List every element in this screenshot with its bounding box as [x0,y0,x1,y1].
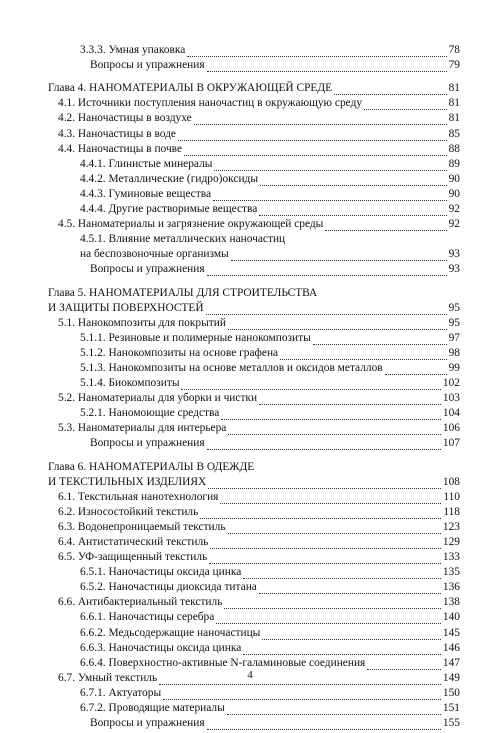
dot-leader [210,548,441,549]
toc-entry-title: Вопросы и упражнения [90,437,205,450]
toc-entry-title: 4.5.1. Влияние металлических наночастиц [80,233,286,246]
toc-entry-title: 6.3. Водонепроницаемый текстиль [58,520,226,533]
toc-entry-row[interactable] [48,264,460,279]
toc-page-number: 90 [448,172,460,185]
toc-entry-title: 4.5. Наноматериалы и загрязнение окружающей среды [58,218,324,231]
dot-leader [206,314,447,315]
dot-leader [207,275,447,276]
toc-entry-title: 4.4.2. Металлические (гидро)оксиды [80,172,258,185]
dot-leader [259,593,441,594]
toc-entry-title: Вопросы и упражнения [90,717,205,730]
dot-leader [243,578,441,579]
dot-leader [224,608,441,609]
toc-entry-title: 5.1.3. Нанокомпозиты на основе металлов и оксидов металлов [80,361,383,374]
toc-entry-title: Глава 6. НАНОМАТЕРИАЛЫ В ОДЕЖДЕ [48,460,255,473]
dot-leader [385,374,447,375]
toc-page-number: 89 [448,157,460,170]
toc-page-number: 78 [448,44,460,57]
toc-entry-title: 6.5.1. Наночастицы оксида цинка [80,566,242,579]
toc-entry-row[interactable] [48,718,460,733]
toc-entry-title: 6.7.1. Актуаторы [80,686,162,699]
toc-entry-title: 4.4.4. Другие растворимые вещества [80,203,258,216]
toc-page-number: 155 [442,717,460,730]
toc-page-number: 92 [448,218,460,231]
dot-leader [200,518,441,519]
toc-page-number: 98 [448,346,460,359]
dot-leader [364,109,447,110]
toc-entry-title: 6.2. Износостойкий текстиль [58,505,199,518]
toc-entry-title: 4.4. Наночастицы в почве [58,142,183,155]
toc-page-number: 147 [442,656,460,669]
toc-page-number: 129 [442,536,460,548]
toc-page-number: 107 [442,437,460,450]
toc-entry-title: 6.6.3. Наночастицы оксида цинка [80,641,242,654]
toc-page-number: 136 [442,581,460,594]
toc-entry-title: И ТЕКСТИЛЬНЫХ ИЗДЕЛИЯХ [48,475,207,488]
toc-entry-title: 4.1. Источники поступления наночастиц в окружающую среду [58,97,363,110]
dot-leader [184,155,447,156]
dot-leader [334,94,447,95]
toc-page-number: 90 [448,187,460,200]
toc-entry-title: 4.3. Наночастицы в воде [58,127,176,140]
dot-leader [221,419,441,420]
toc-entry-title: 4.4.3. Гуминовые вещества [80,187,211,200]
dot-leader [228,533,441,534]
dot-leader [220,503,441,504]
toc-entry-title: Глава 4. НАНОМАТЕРИАЛЫ В ОКРУЖАЮЩЕЙ СРЕДЕ [48,82,333,95]
toc-page-number: 110 [443,490,460,503]
toc-page-number: 106 [442,422,460,435]
toc-entry-title: И ЗАЩИТЫ ПОВЕРХНОСТЕЙ [48,301,204,314]
toc-page-number: 92 [448,203,460,216]
toc-entry-title: 5.1.4. Биокомпозиты [80,377,180,390]
toc-page-number: 151 [442,702,460,715]
toc-entry-title: 5.1.2. Нанокомпозиты на основе графена [80,346,279,359]
toc-entry-title: 3.3.3. Умная упаковка [80,44,186,57]
toc-entry-title: 4.4.1. Глинистые минералы [80,157,213,170]
toc-entry-title: на беспозвоночные организмы [80,248,229,261]
dot-leader [163,699,441,700]
toc-page-number: 81 [448,97,460,110]
toc-entry-row[interactable] [48,60,460,75]
dot-leader [159,684,441,685]
toc-page-number: 103 [442,392,460,405]
toc-page-number: 108 [442,475,460,488]
toc-page-number: 79 [448,59,460,72]
toc-entry-title: 6.7.2. Проводящие материалы [80,702,225,715]
toc-entry-title: 6.4. Антистатический текстиль [58,536,209,548]
dot-leader [231,260,447,261]
toc-page-number: 104 [442,407,460,420]
toc-page-number: 88 [448,142,460,155]
toc-entry-title: Глава 5. НАНОМАТЕРИАЛЫ ДЛЯ СТРОИТЕЛЬСТВА [48,286,318,299]
toc-entry-title: 4.2. Наночастицы в воздухе [58,112,192,125]
toc-page-number: 149 [442,671,460,684]
toc-page-number: 81 [448,112,460,125]
table-of-contents [48,45,460,733]
toc-page-number: 150 [442,686,460,699]
toc-page-number: 99 [448,361,460,374]
dot-leader [209,563,441,564]
toc-page-number: 102 [442,377,460,390]
toc-page-number: 93 [448,248,460,261]
toc-entry-title: 5.3. Наноматериалы для интерьера [58,422,227,435]
dot-leader [313,344,447,345]
dot-leader [228,329,447,330]
dot-leader [213,200,447,201]
dot-leader [181,389,441,390]
dot-leader [243,654,441,655]
page-number: 4 [247,669,253,681]
toc-page-number: 95 [448,316,460,329]
toc-entry-title: 6.1. Текстильная нанотехнология [58,490,219,503]
dot-leader [187,56,447,57]
dot-leader [228,434,441,435]
dot-leader [259,404,441,405]
toc-page-number: 146 [442,641,460,654]
toc-entry-title: 6.7. Умный текстиль [58,671,158,684]
toc-entry-title: 6.5.2. Наночастицы диоксида титана [80,581,257,594]
dot-leader [207,729,441,730]
toc-page-number: 81 [448,82,460,95]
toc-page-number: 140 [442,611,460,624]
toc-page-number: 97 [448,331,460,344]
toc-entry-title: 6.6. Антибактериальный текстиль [58,596,223,609]
toc-page-number: 138 [442,596,460,609]
toc-entry-row[interactable] [48,438,460,453]
toc-entry-title: 6.6.2. Медьсодержащие наночастицы [80,626,261,639]
dot-leader [259,215,447,216]
dot-leader [260,185,447,186]
toc-page-number: 133 [442,551,460,564]
dot-leader [262,639,441,640]
toc-entry-title: Вопросы и упражнения [90,263,205,276]
toc-entry-title: 5.1. Нанокомпозиты для покрытий [58,316,226,329]
dot-leader [325,230,447,231]
toc-page-number: 95 [448,301,460,314]
toc-page-number: 85 [448,127,460,140]
toc-entry-title: 5.1.1. Резиновые и полимерные нанокомпозиты [80,331,311,344]
dot-leader [214,170,447,171]
toc-entry-title: 6.6.4. Поверхностно-активные N-галаминовые соединения [80,656,366,669]
toc-entry-title: 5.2.1. Наномоющие средства [80,407,220,420]
toc-entry-title: Вопросы и упражнения [90,59,205,72]
toc-page-number: 135 [442,566,460,579]
dot-leader [178,140,447,141]
dot-leader [280,359,447,360]
dot-leader [216,623,441,624]
dot-leader [194,124,447,125]
toc-entry-title: 6.6.1. Наночастицы серебра [80,611,215,624]
toc-page-number: 118 [443,505,460,518]
toc-page-number: 145 [442,626,460,639]
dot-leader [208,488,441,489]
dot-leader [207,71,447,72]
toc-page-number: 93 [448,263,460,276]
toc-entry-title: 5.2. Наноматериалы для уборки и чистки [58,392,258,405]
toc-entry-title: 6.5. УФ-защищенный текстиль [58,551,208,564]
dot-leader [227,714,441,715]
toc-page-number: 123 [442,520,460,533]
dot-leader [207,449,441,450]
